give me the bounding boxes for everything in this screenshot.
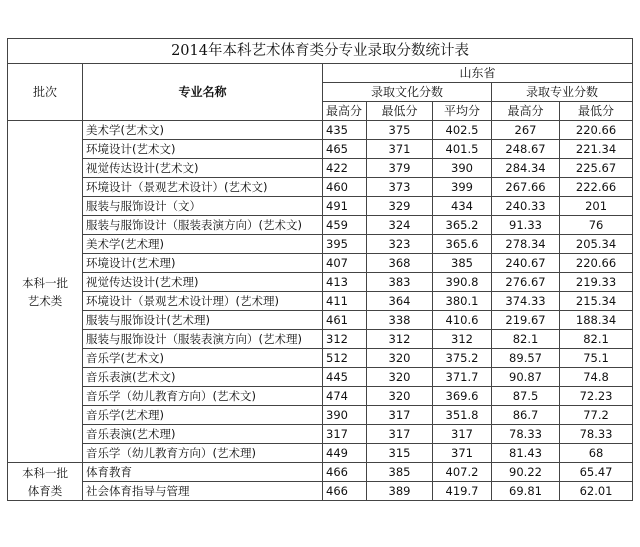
header-batch: 批次	[8, 64, 83, 121]
table-row	[8, 387, 633, 406]
profession-min-cell: 82.1	[560, 330, 633, 349]
profession-min-cell: 77.2	[560, 406, 633, 425]
culture-avg-cell: 371	[433, 444, 492, 463]
culture-min-cell: 320	[367, 387, 433, 406]
culture-min-cell: 375	[367, 121, 433, 140]
culture-avg-cell: 380.1	[433, 292, 492, 311]
batch-group-label	[8, 463, 83, 501]
header-culture-score: 录取文化分数	[323, 83, 492, 102]
culture-min-cell: 385	[367, 463, 433, 482]
header-culture-max: 最高分	[323, 102, 367, 121]
major-name-cell: 环境设计（景观艺术设计）(艺术文)	[83, 178, 323, 197]
profession-max-cell: 78.33	[492, 425, 560, 444]
profession-min-cell: 76	[560, 216, 633, 235]
batch-label-line1: 本科一批	[22, 275, 68, 290]
profession-max-cell: 82.1	[492, 330, 560, 349]
header-profession-min: 最低分	[560, 102, 633, 121]
table-row	[8, 425, 633, 444]
culture-avg-cell: 390.8	[433, 273, 492, 292]
culture-min-cell: 320	[367, 349, 433, 368]
culture-avg-cell: 369.6	[433, 387, 492, 406]
culture-avg-cell: 365.6	[433, 235, 492, 254]
profession-min-cell: 75.1	[560, 349, 633, 368]
profession-min-cell: 222.66	[560, 178, 633, 197]
culture-max-cell: 491	[323, 197, 367, 216]
culture-min-cell: 317	[367, 406, 433, 425]
table-row	[8, 121, 633, 140]
major-name-cell: 环境设计(艺术理)	[83, 254, 323, 273]
culture-min-cell: 383	[367, 273, 433, 292]
profession-max-cell: 69.81	[492, 482, 560, 501]
profession-max-cell: 248.67	[492, 140, 560, 159]
culture-min-cell: 323	[367, 235, 433, 254]
culture-max-cell: 465	[323, 140, 367, 159]
culture-max-cell: 466	[323, 482, 367, 501]
table-title: 2014年本科艺术体育类分专业录取分数统计表	[8, 39, 633, 64]
culture-avg-cell: 317	[433, 425, 492, 444]
profession-min-cell: 201	[560, 197, 633, 216]
table-row	[8, 140, 633, 159]
profession-max-cell: 91.33	[492, 216, 560, 235]
table-row	[8, 330, 633, 349]
header-province: 山东省	[323, 64, 633, 83]
profession-min-cell: 72.23	[560, 387, 633, 406]
profession-min-cell: 219.33	[560, 273, 633, 292]
table-row	[8, 463, 633, 482]
culture-min-cell: 379	[367, 159, 433, 178]
culture-avg-cell: 407.2	[433, 463, 492, 482]
culture-min-cell: 329	[367, 197, 433, 216]
profession-max-cell: 276.67	[492, 273, 560, 292]
profession-min-cell: 74.8	[560, 368, 633, 387]
culture-max-cell: 474	[323, 387, 367, 406]
profession-max-cell: 278.34	[492, 235, 560, 254]
profession-min-cell: 221.34	[560, 140, 633, 159]
culture-avg-cell: 402.5	[433, 121, 492, 140]
profession-max-cell: 240.67	[492, 254, 560, 273]
culture-max-cell: 411	[323, 292, 367, 311]
major-name-cell: 视觉传达设计(艺术理)	[83, 273, 323, 292]
major-name-cell: 美术学(艺术理)	[83, 235, 323, 254]
profession-min-cell: 188.34	[560, 311, 633, 330]
culture-min-cell: 364	[367, 292, 433, 311]
profession-min-cell: 65.47	[560, 463, 633, 482]
culture-avg-cell: 410.6	[433, 311, 492, 330]
culture-max-cell: 407	[323, 254, 367, 273]
culture-avg-cell: 375.2	[433, 349, 492, 368]
culture-min-cell: 324	[367, 216, 433, 235]
profession-max-cell: 90.22	[492, 463, 560, 482]
table-row	[8, 235, 633, 254]
profession-max-cell: 87.5	[492, 387, 560, 406]
header-culture-min: 最低分	[367, 102, 433, 121]
major-name-cell: 音乐学（幼儿教育方向）(艺术理)	[83, 444, 323, 463]
batch-label-line2: 艺术类	[27, 293, 63, 308]
profession-min-cell: 225.67	[560, 159, 633, 178]
culture-max-cell: 312	[323, 330, 367, 349]
table-row	[8, 197, 633, 216]
major-name-cell: 服装与服饰设计（文）	[83, 197, 323, 216]
culture-min-cell: 320	[367, 368, 433, 387]
profession-max-cell: 374.33	[492, 292, 560, 311]
profession-min-cell: 220.66	[560, 254, 633, 273]
major-name-cell: 音乐学(艺术理)	[83, 406, 323, 425]
culture-max-cell: 449	[323, 444, 367, 463]
culture-avg-cell: 399	[433, 178, 492, 197]
culture-max-cell: 459	[323, 216, 367, 235]
culture-avg-cell: 371.7	[433, 368, 492, 387]
profession-max-cell: 267	[492, 121, 560, 140]
culture-min-cell: 389	[367, 482, 433, 501]
major-name-cell: 服装与服饰设计（服装表演方向）(艺术理)	[83, 330, 323, 349]
culture-avg-cell: 434	[433, 197, 492, 216]
profession-max-cell: 284.34	[492, 159, 560, 178]
culture-max-cell: 435	[323, 121, 367, 140]
culture-max-cell: 317	[323, 425, 367, 444]
culture-max-cell: 445	[323, 368, 367, 387]
major-name-cell: 视觉传达设计(艺术文)	[83, 159, 323, 178]
table-body	[8, 121, 633, 501]
score-table	[7, 38, 633, 501]
culture-max-cell: 512	[323, 349, 367, 368]
culture-max-cell: 466	[323, 463, 367, 482]
profession-max-cell: 219.67	[492, 311, 560, 330]
major-name-cell: 服装与服饰设计（服装表演方向）(艺术文)	[83, 216, 323, 235]
culture-avg-cell: 312	[433, 330, 492, 349]
header-culture-avg: 平均分	[433, 102, 492, 121]
major-name-cell: 音乐学（幼儿教育方向）(艺术文)	[83, 387, 323, 406]
table-row	[8, 292, 633, 311]
culture-max-cell: 461	[323, 311, 367, 330]
profession-min-cell: 205.34	[560, 235, 633, 254]
culture-avg-cell: 351.8	[433, 406, 492, 425]
major-name-cell: 服装与服饰设计(艺术理)	[83, 311, 323, 330]
table-row	[8, 254, 633, 273]
major-name-cell: 社会体育指导与管理	[83, 482, 323, 501]
batch-label-line2: 体育类	[27, 483, 63, 498]
profession-max-cell: 240.33	[492, 197, 560, 216]
major-name-cell: 音乐表演(艺术文)	[83, 368, 323, 387]
major-name-cell: 音乐学(艺术文)	[83, 349, 323, 368]
major-name-cell: 美术学(艺术文)	[83, 121, 323, 140]
culture-max-cell: 413	[323, 273, 367, 292]
major-name-cell: 体育教育	[83, 463, 323, 482]
major-name-cell: 环境设计(艺术文)	[83, 140, 323, 159]
table-row	[8, 159, 633, 178]
profession-min-cell: 68	[560, 444, 633, 463]
profession-max-cell: 81.43	[492, 444, 560, 463]
major-name-cell: 音乐表演(艺术理)	[83, 425, 323, 444]
table-row	[8, 178, 633, 197]
batch-label-line1: 本科一批	[22, 465, 68, 480]
profession-min-cell: 215.34	[560, 292, 633, 311]
culture-min-cell: 315	[367, 444, 433, 463]
culture-min-cell: 338	[367, 311, 433, 330]
header-profession-score: 录取专业分数	[492, 83, 633, 102]
table-row	[8, 311, 633, 330]
culture-max-cell: 460	[323, 178, 367, 197]
table-row	[8, 273, 633, 292]
major-name-cell: 环境设计（景观艺术设计理）(艺术理)	[83, 292, 323, 311]
profession-max-cell: 86.7	[492, 406, 560, 425]
header-major: 专业名称	[83, 64, 323, 121]
culture-min-cell: 317	[367, 425, 433, 444]
table-row	[8, 444, 633, 463]
culture-max-cell: 390	[323, 406, 367, 425]
score-table-container	[7, 38, 632, 501]
culture-avg-cell: 419.7	[433, 482, 492, 501]
table-row	[8, 482, 633, 501]
profession-min-cell: 78.33	[560, 425, 633, 444]
culture-min-cell: 371	[367, 140, 433, 159]
table-row	[8, 216, 633, 235]
batch-group-label	[8, 121, 83, 463]
header-profession-max: 最高分	[492, 102, 560, 121]
culture-avg-cell: 385	[433, 254, 492, 273]
table-row	[8, 349, 633, 368]
profession-min-cell: 220.66	[560, 121, 633, 140]
culture-avg-cell: 365.2	[433, 216, 492, 235]
profession-max-cell: 267.66	[492, 178, 560, 197]
culture-min-cell: 312	[367, 330, 433, 349]
culture-min-cell: 373	[367, 178, 433, 197]
profession-max-cell: 90.87	[492, 368, 560, 387]
profession-max-cell: 89.57	[492, 349, 560, 368]
culture-avg-cell: 390	[433, 159, 492, 178]
culture-min-cell: 368	[367, 254, 433, 273]
culture-max-cell: 395	[323, 235, 367, 254]
profession-min-cell: 62.01	[560, 482, 633, 501]
table-row	[8, 406, 633, 425]
culture-avg-cell: 401.5	[433, 140, 492, 159]
table-row	[8, 368, 633, 387]
culture-max-cell: 422	[323, 159, 367, 178]
